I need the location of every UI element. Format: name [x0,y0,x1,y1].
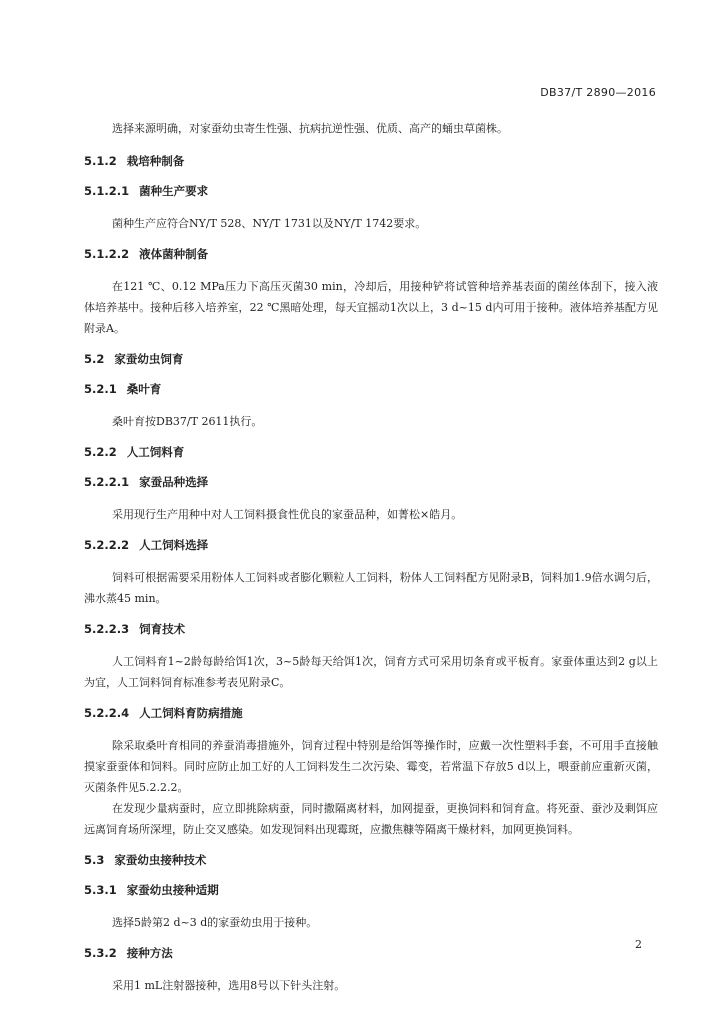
section-number: 5.1.2.1 [84,184,130,198]
section-heading [84,621,658,638]
paragraph: 除采取桑叶育相同的养蚕消毒措施外，饲育过程中特别是给饵等操作时，应戴一次性塑料手套，不可用手直接触摸家蚕蚕体和饲料。同时应防止加工好的人工饲料发生二次污染、霉变，若常温下存放5 d以上，喂蚕前应重新灭菌，灭菌条件见5.2.2.2。 [84,739,658,794]
section-heading [84,183,658,200]
standard-number: DB37/T 2890—2016 [540,86,656,99]
section-title: 栽培种制备 [126,154,185,168]
section-title: 菌种生产要求 [139,184,209,198]
section-number: 5.2.2.2 [84,538,130,552]
section-title: 家蚕幼虫接种适期 [126,883,219,897]
page-number: 2 [635,938,642,951]
section-heading [84,381,658,398]
paragraph: 菌种生产应符合NY/T 528、NY/T 1731以及NY/T 1742要求。 [112,217,427,230]
section-title: 家蚕品种选择 [139,475,209,489]
section-number: 5.2.2.1 [84,475,130,489]
section-heading [84,351,658,368]
section-number: 5.3.1 [84,883,117,897]
paragraph: 桑叶育按DB37/T 2611执行。 [112,415,263,428]
section-heading [84,246,658,263]
section-number: 5.2.2.4 [84,706,130,720]
section-title: 接种方法 [126,946,173,960]
section-title: 液体菌种制备 [139,247,209,261]
section-title: 人工饲料选择 [139,538,209,552]
paragraph: 采用现行生产用种中对人工饲料摄食性优良的家蚕品种，如菁松×皓月。 [112,508,463,521]
section-heading [84,537,658,554]
section-number: 5.2.2 [84,445,117,459]
section-heading [84,153,658,170]
section-number: 5.3 [84,853,105,867]
section-number: 5.1.2.2 [84,247,130,261]
section-title: 家蚕幼虫饲育 [114,352,184,366]
section-number: 5.2 [84,352,105,366]
paragraph: 采用1 mL注射器接种，选用8号以下针头注射。 [112,979,346,992]
paragraph: 在发现少量病蚕时，应立即挑除病蚕，同时撒隔离材料，加网提蚕，更换饲料和饲育盒。将死蚕、蚕沙及剩饵应远离饲育场所深埋，防止交叉感染。如发现饲料出现霉斑，应撒焦糠等隔离干燥材料，加网更换饲料。 [84,802,658,836]
section-number: 5.2.2.3 [84,622,130,636]
section-title: 家蚕幼虫接种技术 [114,853,207,867]
paragraph: 在121 ℃、0.12 MPa压力下高压灭菌30 min，冷却后，用接种铲将试管种培养基表面的菌丝体刮下，接入液体培养基中。接种后移入培养室，22 ℃黑暗处理，每天宜摇动1次以上，3 d~15 d内可用于接种。液体培养基配方见附录A。 [84,280,658,335]
section-title: 饲育技术 [139,622,186,636]
section-number: 5.2.1 [84,382,117,396]
section-heading [84,945,658,962]
section-heading [84,882,658,899]
section-title: 人工饲料育 [126,445,185,459]
document-body [84,118,658,1008]
section-title: 桑叶育 [126,382,162,396]
paragraph: 选择来源明确，对家蚕幼虫寄生性强、抗病抗逆性强、优质、高产的蛹虫草菌株。 [112,122,508,135]
paragraph: 人工饲料育1~2龄每龄给饵1次，3~5龄每天给饵1次，饲育方式可采用切条育或平板育。家蚕体重达到2 g以上为宜，人工饲料饲育标准参考表见附录C。 [84,655,658,689]
paragraph: 选择5龄第2 d~3 d的家蚕幼虫用于接种。 [112,916,318,929]
section-number: 5.1.2 [84,154,117,168]
section-number: 5.3.2 [84,946,117,960]
section-heading [84,852,658,869]
section-heading [84,705,658,722]
section-heading [84,474,658,491]
section-heading [84,444,658,461]
section-title: 人工饲料育防病措施 [139,706,243,720]
paragraph: 饲料可根据需要采用粉体人工饲料或者膨化颗粒人工饲料，粉体人工饲料配方见附录B，饲料加1.9倍水调匀后，沸水蒸45 min。 [84,571,658,605]
